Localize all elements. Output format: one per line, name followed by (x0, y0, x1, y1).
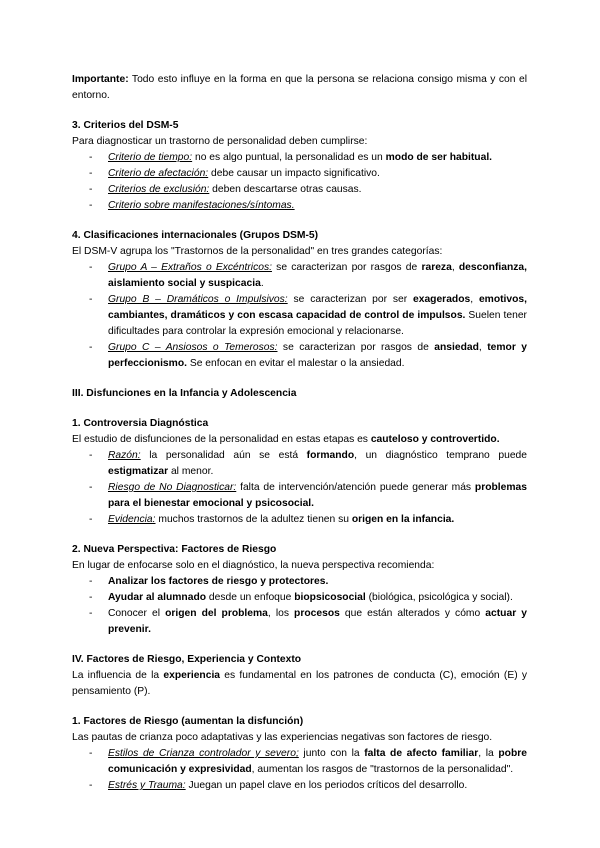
list-item: - Grupo C – Ansiosos o Temerosos: se caracterizan por rasgos de ansiedad, temor y perfeccionismo. Se enfocan en evitar el malestar o la ansiedad. (89, 342, 527, 369)
section-title-clasificaciones: 4. Clasificaciones internacionales (Grupos DSM-5) (72, 230, 319, 241)
list-item: - Razón: la personalidad aún se está formando, un diagnóstico temprano puede estigmatizar al menor. (89, 450, 527, 477)
section-lead: En lugar de enfocarse solo en el diagnóstico, la nueva perspectiva recomienda: (72, 560, 435, 571)
section-title-controversia: 1. Controversia Diagnóstica (72, 418, 209, 429)
list-item: - Criterio sobre manifestaciones/síntomas. (89, 200, 295, 211)
list-item: - Grupo B – Dramáticos o Impulsivos: se caracterizan por ser exagerados, emotivos, cambiantes, dramáticos y con escasa capacidad de control de impulsos. Suelen tener dificultades para controlar la expresión emocional y relacionarse. (89, 294, 528, 337)
list-item: - Analizar los factores de riesgo y protectores. (89, 576, 329, 587)
factores-list (72, 746, 527, 794)
list-item: - Ayudar al alumnado desde un enfoque biopsicosocial (biológica, psicológica y social). (89, 592, 513, 603)
list-item: - Criterio de tiempo: no es algo puntual, la personalidad es un modo de ser habitual. (89, 152, 493, 163)
list-item: - Criterio de afectación: debe causar un impacto significativo. (89, 168, 380, 179)
list-item: - Estrés y Trauma: Juegan un papel clave en los periodos críticos del desarrollo. (89, 780, 468, 791)
list-item: - Criterios de exclusión: deben descartarse otras causas. (89, 184, 362, 195)
section-lead: El DSM-V agrupa los "Trastornos de la personalidad" en tres grandes categorías: (72, 246, 443, 257)
grupos-list (72, 260, 527, 372)
list-item: - Conocer el origen del problema, los procesos que están alterados y cómo actuar y prevenir. (89, 608, 527, 635)
section-lead: El estudio de disfunciones de la personalidad en estas etapas es cauteloso y controvertido. (72, 434, 500, 445)
perspectiva-list (72, 574, 527, 638)
document-body (72, 72, 527, 794)
controversia-list (72, 448, 527, 528)
section-title-nueva-perspectiva: 2. Nueva Perspectiva: Factores de Riesgo (72, 544, 277, 555)
list-item: - Riesgo de No Diagnosticar: falta de intervención/atención puede generar más problemas para el bienestar emocional y psicosocial. (89, 482, 527, 509)
section-title-factores-riesgo: 1. Factores de Riesgo (aumentan la disfunción) (72, 716, 304, 727)
chapter-title-infancia: III. Disfunciones en la Infancia y Adolescencia (72, 388, 297, 399)
section-title-criterios: 3. Criterios del DSM-5 (72, 120, 179, 131)
chapter-paragraph: La influencia de la experiencia es fundamental en los patrones de conducta (C), emoción (E) y pensamiento (P). (72, 670, 527, 697)
section-lead: Para diagnosticar un trastorno de personalidad deben cumplirse: (72, 136, 368, 147)
list-item: - Estilos de Crianza controlador y severo; junto con la falta de afecto familiar, la pobre comunicación y expresividad, aumentan los rasgos de "trastornos de la personalidad". (89, 748, 527, 775)
intro-paragraph: Importante: Todo esto influye en la forma en que la persona se relaciona consigo misma y con el entorno. (72, 74, 527, 101)
criterios-list (72, 150, 527, 214)
list-item: - Grupo A – Extraños o Excéntricos: se caracterizan por rasgos de rareza, desconfianza, aislamiento social y suspicacia. (89, 262, 527, 289)
chapter-title-factores: IV. Factores de Riesgo, Experiencia y Contexto (72, 654, 302, 665)
list-item: - Evidencia: muchos trastornos de la adultez tienen su origen en la infancia. (89, 514, 455, 525)
section-lead: Las pautas de crianza poco adaptativas y las experiencias negativas son factores de riesgo. (72, 732, 493, 743)
